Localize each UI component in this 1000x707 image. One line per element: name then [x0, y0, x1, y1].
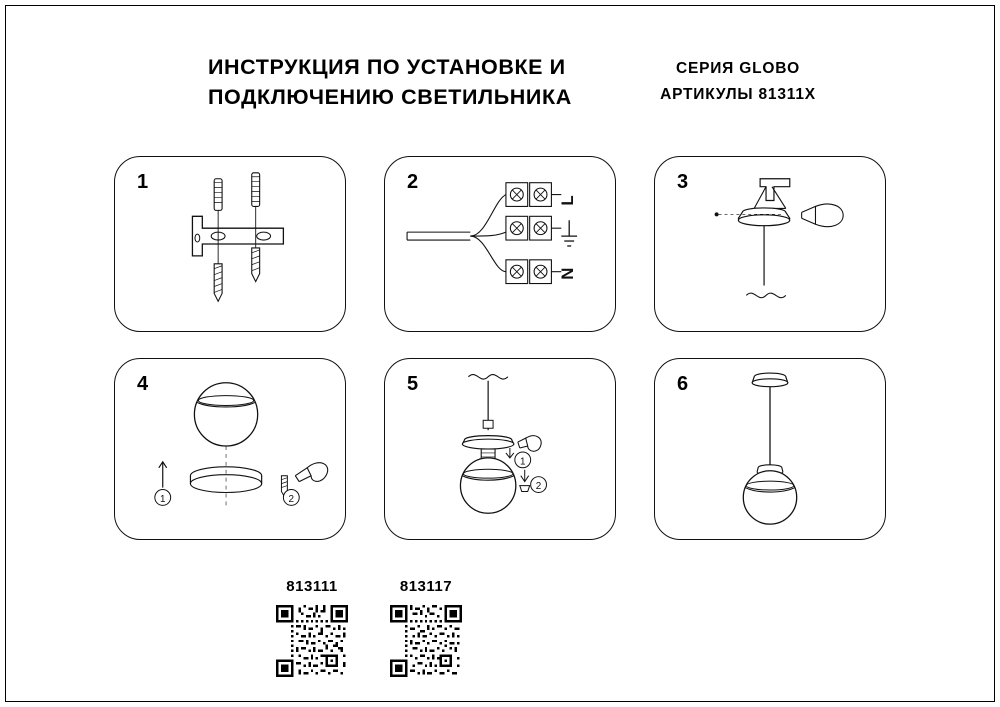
qr-code-813117 [390, 605, 462, 677]
svg-text:N: N [558, 267, 578, 280]
page-title-line-1: ИНСТРУКЦИЯ ПО УСТАНОВКЕ И [208, 55, 566, 79]
qr-code-813111 [276, 605, 348, 677]
step-number-5: 5 [407, 373, 419, 395]
step-card-1 [114, 156, 346, 332]
step-number-3: 3 [677, 171, 689, 193]
series-name: СЕРИЯ GLOBO [675, 60, 801, 77]
step-card-4 [114, 358, 346, 540]
step-card-2 [384, 156, 616, 332]
code-group-2 [366, 578, 486, 677]
page-title-line-2: ПОДКЛЮЧЕНИЮ СВЕТИЛЬНИКА [208, 85, 572, 109]
series-article: АРТИКУЛЫ 81311X [660, 86, 816, 103]
step-illustration-3 [655, 157, 885, 331]
step-illustration-4 [115, 359, 345, 539]
step-card-3 [654, 156, 886, 332]
step-number-6: 6 [677, 373, 689, 395]
step-illustration-6 [655, 359, 885, 539]
step-illustration-5 [385, 359, 615, 539]
step-illustration-2 [385, 157, 615, 331]
step-number-4: 4 [137, 373, 149, 395]
step-number-2: 2 [407, 171, 419, 193]
svg-text:1: 1 [519, 456, 526, 468]
svg-text:2: 2 [535, 481, 542, 493]
code-label-813111: 813111 [286, 578, 338, 595]
step-card-5 [384, 358, 616, 540]
series-info [608, 56, 868, 108]
svg-text:1: 1 [159, 493, 166, 505]
step-card-6 [654, 358, 886, 540]
step-illustration-1 [115, 157, 345, 331]
page-title [208, 52, 628, 112]
step-number-1: 1 [137, 171, 149, 193]
code-group-1 [252, 578, 372, 677]
svg-text:2: 2 [288, 493, 295, 505]
svg-text:L: L [558, 195, 578, 206]
code-label-813117: 813117 [399, 578, 453, 595]
